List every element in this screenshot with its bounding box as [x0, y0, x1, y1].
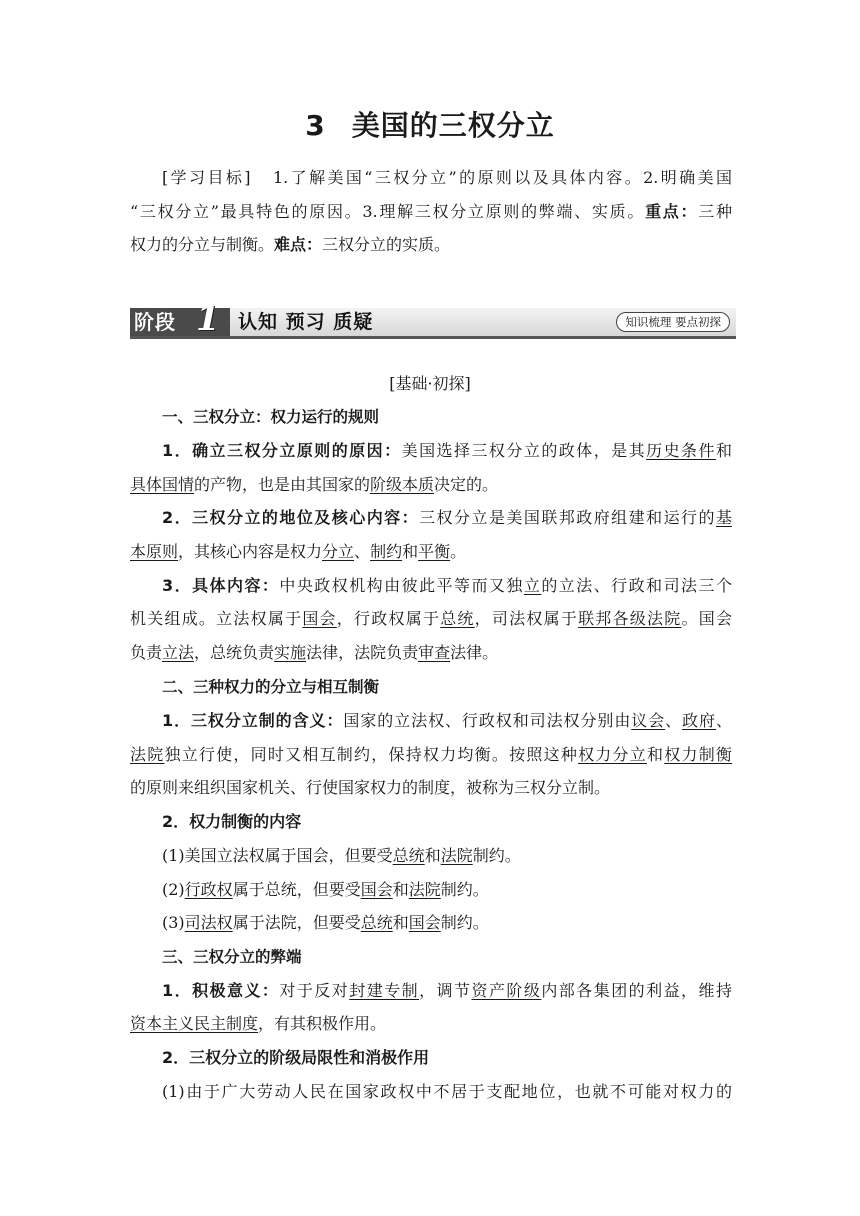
lesson-title: 美国的三权分立 — [351, 109, 555, 142]
s2-item-3: (3)司法权属于法院，但要受总统和国会制约。 — [162, 913, 489, 932]
key-point-label: 重点： — [645, 202, 699, 221]
s1-p1-line-2: 具体国情的产物，也是由其国家的阶级本质决定的。 — [130, 475, 499, 494]
stage-tag: 知识梳理 要点初探 — [616, 312, 730, 332]
stage-banner — [130, 299, 736, 339]
s2-item-1: (1)美国立法权属于国会，但要受总统和法院制约。 — [162, 846, 521, 865]
lesson-number: 3 — [305, 109, 326, 142]
stage-phase: 认知 预习 质疑 — [238, 311, 374, 333]
s2-p1-line-3: 的原则来组织国家机关、行使国家权力的制度，被称为三权分立制。 — [130, 778, 611, 797]
s1-p3-line-2: 机关组成。立法权属于国会，行政权属于总统，司法权属于联邦各级法院。国会 — [130, 609, 732, 628]
s2-p1-line-2: 法院独立行使，同时又相互制约，保持权力均衡。按照这种权力分立和权力制衡 — [130, 745, 732, 764]
s3-item-1: (1)由于广大劳动人民在国家政权中不居于支配地位，也就不可能对权力的 — [162, 1082, 732, 1101]
section-1-heading: 一、三权分立：权力运行的规则 — [162, 408, 380, 426]
page-title — [0, 104, 860, 144]
s3-p2: 2．三权分立的阶级局限性和消极作用 — [162, 1048, 430, 1067]
stage-label: 阶段 — [130, 308, 230, 336]
stage-number: 1 — [196, 299, 220, 339]
s1-p1-line-1: 1．确立三权分立原则的原因：美国选择三权分立的政体，是其历史条件和 — [162, 441, 732, 460]
section-label: [基础·初探] — [389, 374, 471, 393]
s1-p2-line-2: 本原则，其核心内容是权力分立、制约和平衡。 — [130, 542, 467, 561]
objectives-line-1: [学习目标] 1.了解美国“三权分立”的原则以及具体内容。2.明确美国 — [162, 168, 732, 187]
s3-p1-line-2: 资本主义民主制度，有其积极作用。 — [130, 1014, 387, 1033]
s3-p1-line-1: 1．积极意义：对于反对封建专制，调节资产阶级内部各集团的利益，维持 — [162, 981, 732, 1000]
s1-p3-line-1: 3．具体内容：中央政权机构由彼此平等而又独立的立法、行政和司法三个 — [162, 576, 732, 595]
section-2-heading: 二、三种权力的分立与相互制衡 — [162, 678, 380, 696]
s2-p2: 2．权力制衡的内容 — [162, 812, 302, 831]
s1-p3-line-3: 负责立法，总统负责实施法律，法院负责审查法律。 — [130, 643, 499, 662]
objectives-line-2: “三权分立”最具特色的原因。3.理解三权分立原则的弊端、实质。重点：三种 — [130, 202, 732, 221]
objectives-line-3: 权力的分立与制衡。难点：三权分立的实质。 — [130, 235, 451, 254]
section-3-heading: 三、三权分立的弊端 — [162, 948, 302, 966]
s1-p2-line-1: 2．三权分立的地位及核心内容：三权分立是美国联邦政府组建和运行的基 — [162, 508, 732, 527]
s2-item-2: (2)行政权属于总统，但要受国会和法院制约。 — [162, 880, 489, 899]
s2-p1-line-1: 1．三权分立制的含义：国家的立法权、行政权和司法权分别由议会、政府、 — [162, 711, 732, 730]
difficulty-label: 难点： — [274, 235, 323, 254]
